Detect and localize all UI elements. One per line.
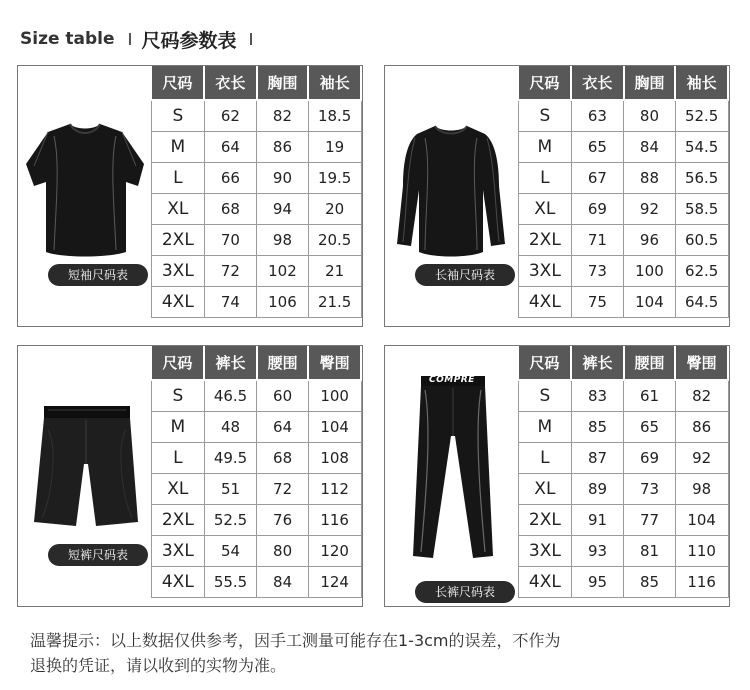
product-tag: 长袖尺码表 (415, 264, 515, 286)
table-row (152, 132, 362, 163)
value-cell: 55.5 (204, 567, 257, 598)
value-cell: 95 (571, 567, 624, 598)
size-cell: 3XL (152, 256, 205, 287)
header-col-3: 袖长 (308, 66, 361, 100)
size-cell: L (152, 163, 205, 194)
table-row (519, 225, 729, 256)
product-image (385, 66, 518, 327)
value-cell: 116 (675, 567, 728, 598)
table-row (519, 380, 729, 412)
value-cell: 82 (257, 100, 309, 132)
value-cell: 46.5 (204, 380, 257, 412)
value-cell: 86 (257, 132, 309, 163)
value-cell: 72 (257, 474, 308, 505)
value-cell: 69 (571, 194, 623, 225)
product-image (18, 66, 151, 327)
value-cell: 62 (204, 100, 256, 132)
value-cell: 85 (624, 567, 676, 598)
size-table (518, 66, 729, 318)
value-cell: 56.5 (675, 163, 728, 194)
size-cell: 4XL (152, 567, 205, 598)
header-col-1: 裤长 (204, 346, 257, 380)
size-cell: S (519, 380, 572, 412)
header-col-1: 衣长 (204, 66, 256, 100)
table-row (519, 287, 729, 318)
value-cell: 71 (571, 225, 623, 256)
value-cell: 81 (624, 536, 676, 567)
title-en: Size table (20, 29, 115, 49)
value-cell: 58.5 (675, 194, 728, 225)
table-row (519, 412, 729, 443)
title-divider (129, 33, 131, 45)
value-cell: 52.5 (204, 505, 257, 536)
header-size: 尺码 (519, 66, 572, 100)
value-cell: 19.5 (308, 163, 361, 194)
size-panel-long-pants (384, 345, 730, 607)
value-cell: 64.5 (675, 287, 728, 318)
size-cell: S (152, 100, 205, 132)
size-cell: M (519, 132, 572, 163)
size-cell: 2XL (519, 225, 572, 256)
value-cell: 54.5 (675, 132, 728, 163)
size-cell: 4XL (152, 287, 205, 318)
header-col-1: 衣长 (571, 66, 623, 100)
value-cell: 110 (675, 536, 728, 567)
table-row (519, 100, 729, 132)
value-cell: 84 (257, 567, 308, 598)
value-cell: 106 (257, 287, 309, 318)
value-cell: 100 (308, 380, 361, 412)
header-col-3: 臀围 (675, 346, 728, 380)
size-cell: 3XL (152, 536, 205, 567)
size-cell: XL (519, 194, 572, 225)
header-col-1: 裤长 (571, 346, 624, 380)
table-row (152, 225, 362, 256)
table-header-row (519, 346, 729, 380)
size-cell: 3XL (519, 536, 572, 567)
header-col-2: 腰围 (257, 346, 308, 380)
table-row (519, 256, 729, 287)
header-size: 尺码 (152, 66, 205, 100)
size-cell: XL (152, 194, 205, 225)
size-cell: 4XL (519, 567, 572, 598)
product-tag: 短袖尺码表 (48, 264, 148, 286)
value-cell: 76 (257, 505, 308, 536)
value-cell: 21 (308, 256, 361, 287)
value-cell: 69 (624, 443, 676, 474)
value-cell: 75 (571, 287, 623, 318)
header-col-3: 臀围 (308, 346, 361, 380)
value-cell: 64 (204, 132, 256, 163)
value-cell: 86 (675, 412, 728, 443)
value-cell: 98 (257, 225, 309, 256)
value-cell: 104 (624, 287, 676, 318)
value-cell: 20 (308, 194, 361, 225)
short-sleeve-shirt-icon (18, 66, 151, 327)
header-col-2: 腰围 (624, 346, 676, 380)
value-cell: 93 (571, 536, 624, 567)
size-table (151, 66, 362, 318)
long-sleeve-shirt-icon (385, 66, 518, 327)
value-cell: 49.5 (204, 443, 257, 474)
value-cell: 70 (204, 225, 256, 256)
table-row (519, 163, 729, 194)
note-line-2: 退换的凭证，请以收到的实物为准。 (30, 656, 287, 675)
value-cell: 72 (204, 256, 256, 287)
table-row (519, 567, 729, 598)
header-size: 尺码 (152, 346, 205, 380)
product-tag: 长裤尺码表 (415, 581, 515, 603)
value-cell: 120 (308, 536, 361, 567)
value-cell: 19 (308, 132, 361, 163)
table-row (152, 443, 362, 474)
header-col-2: 胸围 (624, 66, 676, 100)
value-cell: 90 (257, 163, 309, 194)
table-row (152, 536, 362, 567)
waistband-text: COMPRE (429, 375, 475, 385)
table-header-row (152, 346, 362, 380)
value-cell: 96 (624, 225, 676, 256)
value-cell: 73 (624, 474, 676, 505)
product-image (18, 346, 151, 607)
value-cell: 66 (204, 163, 256, 194)
value-cell: 74 (204, 287, 256, 318)
value-cell: 77 (624, 505, 676, 536)
table-row (519, 443, 729, 474)
value-cell: 80 (257, 536, 308, 567)
value-cell: 100 (624, 256, 676, 287)
size-cell: 2XL (152, 505, 205, 536)
value-cell: 91 (571, 505, 624, 536)
value-cell: 80 (624, 100, 676, 132)
size-cell: M (152, 132, 205, 163)
value-cell: 68 (204, 194, 256, 225)
value-cell: 108 (308, 443, 361, 474)
size-panel-long-sleeve (384, 65, 730, 327)
size-cell: 2XL (152, 225, 205, 256)
value-cell: 64 (257, 412, 308, 443)
header-col-3: 袖长 (675, 66, 728, 100)
value-cell: 102 (257, 256, 309, 287)
value-cell: 116 (308, 505, 361, 536)
value-cell: 67 (571, 163, 623, 194)
value-cell: 21.5 (308, 287, 361, 318)
size-cell: 4XL (519, 287, 572, 318)
table-header-row (152, 66, 362, 100)
value-cell: 92 (675, 443, 728, 474)
value-cell: 18.5 (308, 100, 361, 132)
size-cell: 2XL (519, 505, 572, 536)
value-cell: 61 (624, 380, 676, 412)
value-cell: 88 (624, 163, 676, 194)
disclaimer-note (30, 628, 730, 678)
size-table (151, 346, 362, 598)
header-size: 尺码 (519, 346, 572, 380)
value-cell: 112 (308, 474, 361, 505)
value-cell: 73 (571, 256, 623, 287)
value-cell: 85 (571, 412, 624, 443)
value-cell: 60.5 (675, 225, 728, 256)
table-row (152, 100, 362, 132)
table-row (152, 163, 362, 194)
value-cell: 82 (675, 380, 728, 412)
title-cn: 尺码参数表 (141, 29, 237, 52)
table-row (152, 505, 362, 536)
size-cell: M (152, 412, 205, 443)
size-cell: L (519, 443, 572, 474)
size-cell: S (519, 100, 572, 132)
table-header-row (519, 66, 729, 100)
size-cell: L (519, 163, 572, 194)
value-cell: 20.5 (308, 225, 361, 256)
value-cell: 54 (204, 536, 257, 567)
size-table (518, 346, 729, 598)
size-cell: L (152, 443, 205, 474)
size-cell: 3XL (519, 256, 572, 287)
value-cell: 84 (624, 132, 676, 163)
table-row (152, 194, 362, 225)
table-row (152, 287, 362, 318)
size-cell: XL (519, 474, 572, 505)
header-col-2: 胸围 (257, 66, 309, 100)
size-panel-shorts (17, 345, 363, 607)
table-row (519, 505, 729, 536)
table-row (519, 132, 729, 163)
size-cell: XL (152, 474, 205, 505)
product-tag: 短裤尺码表 (48, 544, 148, 566)
table-row (152, 474, 362, 505)
value-cell: 98 (675, 474, 728, 505)
value-cell: 104 (675, 505, 728, 536)
product-image (385, 346, 518, 607)
value-cell: 48 (204, 412, 257, 443)
value-cell: 94 (257, 194, 309, 225)
table-row (519, 474, 729, 505)
value-cell: 65 (624, 412, 676, 443)
table-row (152, 412, 362, 443)
value-cell: 68 (257, 443, 308, 474)
table-row (152, 380, 362, 412)
value-cell: 65 (571, 132, 623, 163)
table-row (152, 256, 362, 287)
value-cell: 60 (257, 380, 308, 412)
value-cell: 83 (571, 380, 624, 412)
table-row (152, 567, 362, 598)
table-row (519, 194, 729, 225)
value-cell: 92 (624, 194, 676, 225)
shorts-icon (18, 346, 151, 607)
table-row (519, 536, 729, 567)
note-line-1: 温馨提示：以上数据仅供参考，因手工测量可能存在1-3cm的误差，不作为 (30, 631, 561, 650)
value-cell: 52.5 (675, 100, 728, 132)
size-cell: S (152, 380, 205, 412)
value-cell: 104 (308, 412, 361, 443)
size-panel-short-sleeve (17, 65, 363, 327)
title-divider-end (250, 33, 252, 45)
value-cell: 62.5 (675, 256, 728, 287)
value-cell: 51 (204, 474, 257, 505)
size-cell: M (519, 412, 572, 443)
value-cell: 87 (571, 443, 624, 474)
value-cell: 63 (571, 100, 623, 132)
page-header (20, 26, 252, 52)
value-cell: 124 (308, 567, 361, 598)
value-cell: 89 (571, 474, 624, 505)
